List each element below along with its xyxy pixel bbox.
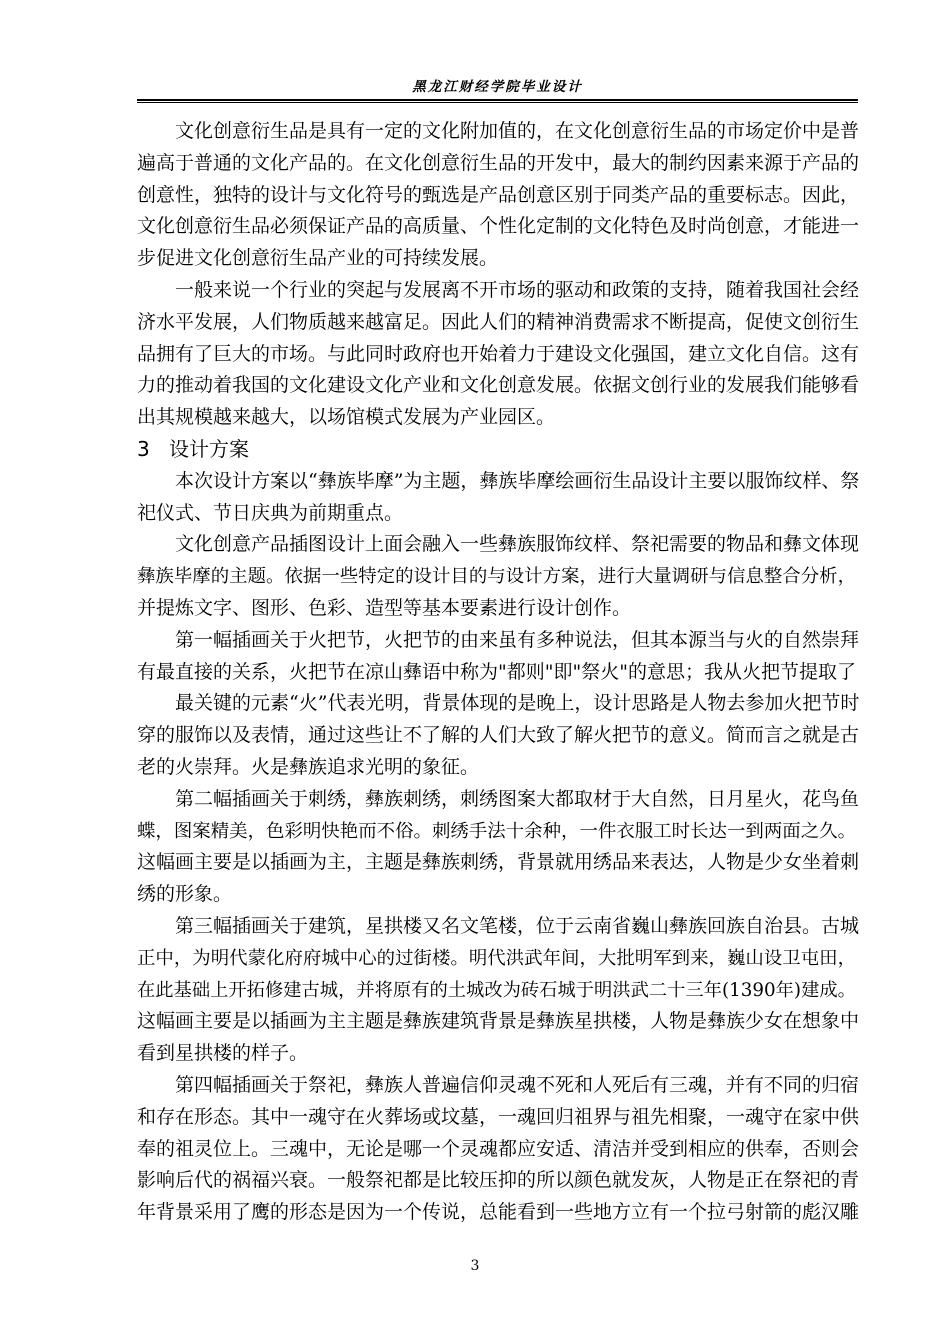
text-line: 文化创意衍生品是具有一定的文化附加值的，在文化创意衍生品的市场定价中是普 <box>175 120 860 142</box>
text-line: 有最直接的关系，火把节在凉山彝语中称为"都则"即"祭火"的意思；我从火把节提取了 <box>137 660 856 683</box>
paragraph <box>137 529 860 624</box>
text-line: 这幅画主要是以插画为主，主题是彝族刺绣，背景就用绣品来表达，人物是少女坐着刺 <box>137 851 860 874</box>
text-line: 第一幅插画关于火把节，火把节的由来虽有多种说法，但其本源当与火的自然崇拜 <box>175 628 860 651</box>
text-line: 最关键的元素“火”代表光明，背景体现的是晚上，设计思路是人物去参加火把节时 <box>175 692 860 715</box>
text-line: 文化创意产品插图设计上面会融入一些彝族服饰纹样、祭祀需要的物品和彝文体现 <box>175 533 860 556</box>
text-line: 老的火崇拜。火是彝族追求光明的象征。 <box>137 755 480 778</box>
text-line: 出其规模越来越大，以场馆模式发展为产业园区。 <box>137 406 556 429</box>
body-text <box>137 116 860 1229</box>
header-rule-thin <box>137 102 858 103</box>
text-line: 绣的形象。 <box>137 883 233 906</box>
paragraph <box>137 688 860 783</box>
text-line: 第三幅插画关于建筑，星拱楼又名文笔楼，位于云南省巍山彝族回族自治县。古城 <box>175 914 860 937</box>
text-line: 一般来说一个行业的突起与发展离不开市场的驱动和政策的支持，随着我国社会经 <box>175 278 860 301</box>
text-line: 祀仪式、节日庆典为前期重点。 <box>137 501 404 524</box>
text-line: 第二幅插画关于刺绣，彝族刺绣，刺绣图案大都取材于大自然，日月星火，花鸟鱼 <box>175 787 860 810</box>
paragraph <box>137 116 860 275</box>
text-line: 本次设计方案以“彝族毕摩”为主题，彝族毕摩绘画衍生品设计主要以服饰纹样、祭 <box>175 469 860 492</box>
page-header: 黑龙江财经学院毕业设计 <box>412 79 583 95</box>
paragraph <box>137 466 860 530</box>
section-number: 3 <box>137 436 150 461</box>
paragraph <box>137 784 860 911</box>
header-rule-thick <box>137 99 858 101</box>
text-line: 奉的祖灵位上。三魂中，无论是哪一个灵魂都应安适、清洁并受到相应的供奉，否则会 <box>137 1137 860 1160</box>
text-line: 年背景采用了鹰的形态是因为一个传说，总能看到一些地方立有一个拉弓射箭的彪汉雕 <box>137 1201 860 1224</box>
text-line: 步促进文化创意衍生品产业的可持续发展。 <box>137 247 499 270</box>
paragraph <box>137 275 860 434</box>
text-line: 力的推动着我国的文化建设文化产业和文化创意发展。依据文创行业的发展我们能够看 <box>137 374 860 397</box>
paragraph <box>137 625 860 689</box>
section-title: 设计方案 <box>169 436 249 461</box>
text-line: 在此基础上开拓修建古城，并将原有的土城改为砖石城于明洪武二十三年(1390年)建成。 <box>137 979 856 1001</box>
text-line: 和存在形态。其中一魂守在火葬场或坟墓，一魂回归祖界与祖先相聚，一魂守在家中供 <box>137 1105 860 1128</box>
text-line: 并提炼文字、图形、色彩、造型等基本要素进行设计创作。 <box>137 596 632 619</box>
text-line: 穿的服饰以及表情，通过这些让不了解的人们大致了解火把节的意义。简而言之就是古 <box>137 724 860 747</box>
text-line: 第四幅插画关于祭祀，彝族人普遍信仰灵魂不死和人死后有三魂，并有不同的归宿 <box>175 1073 860 1096</box>
paragraph <box>137 1070 860 1229</box>
section-heading <box>137 434 860 466</box>
text-line: 品拥有了巨大的市场。与此同时政府也开始着力于建设文化强国，建立文化自信。这有 <box>137 342 860 365</box>
text-line: 蝶，图案精美，色彩明快艳而不俗。刺绣手法十余种，一件衣服工时长达一到两面之久。 <box>137 820 857 842</box>
text-line: 彝族毕摩的主题。依据一些特定的设计目的与设计方案，进行大量调研与信息整合分析， <box>137 566 857 588</box>
page-number: 3 <box>470 1258 480 1274</box>
text-line: 这幅画主要是以插画为主主题是彝族建筑背景是彝族星拱楼，人物是彝族少女在想象中 <box>137 1010 860 1033</box>
text-line: 影响后代的祸福兴衰。一般祭祀都是比较压抑的所以颜色就发灰，人物是正在祭祀的青 <box>137 1169 860 1192</box>
text-line: 看到星拱楼的样子。 <box>137 1042 309 1065</box>
text-line: 济水平发展，人们物质越来越富足。因此人们的精神消费需求不断提高，促使文创衍生 <box>137 310 860 333</box>
text-line: 文化创意衍生品必须保证产品的高质量、个性化定制的文化特色及时尚创意，才能进一 <box>137 215 860 238</box>
text-line: 创意性，独特的设计与文化符号的甄选是产品创意区别于同类产品的重要标志。因此， <box>137 183 860 206</box>
paragraph <box>137 911 860 1070</box>
text-line: 遍高于普通的文化产品的。在文化创意衍生品的开发中，最大的制约因素来源于产品的 <box>137 151 860 174</box>
text-line: 正中，为明代蒙化府府城中心的过街楼。明代洪武年间，大批明军到来，巍山设卫屯田， <box>137 947 857 969</box>
